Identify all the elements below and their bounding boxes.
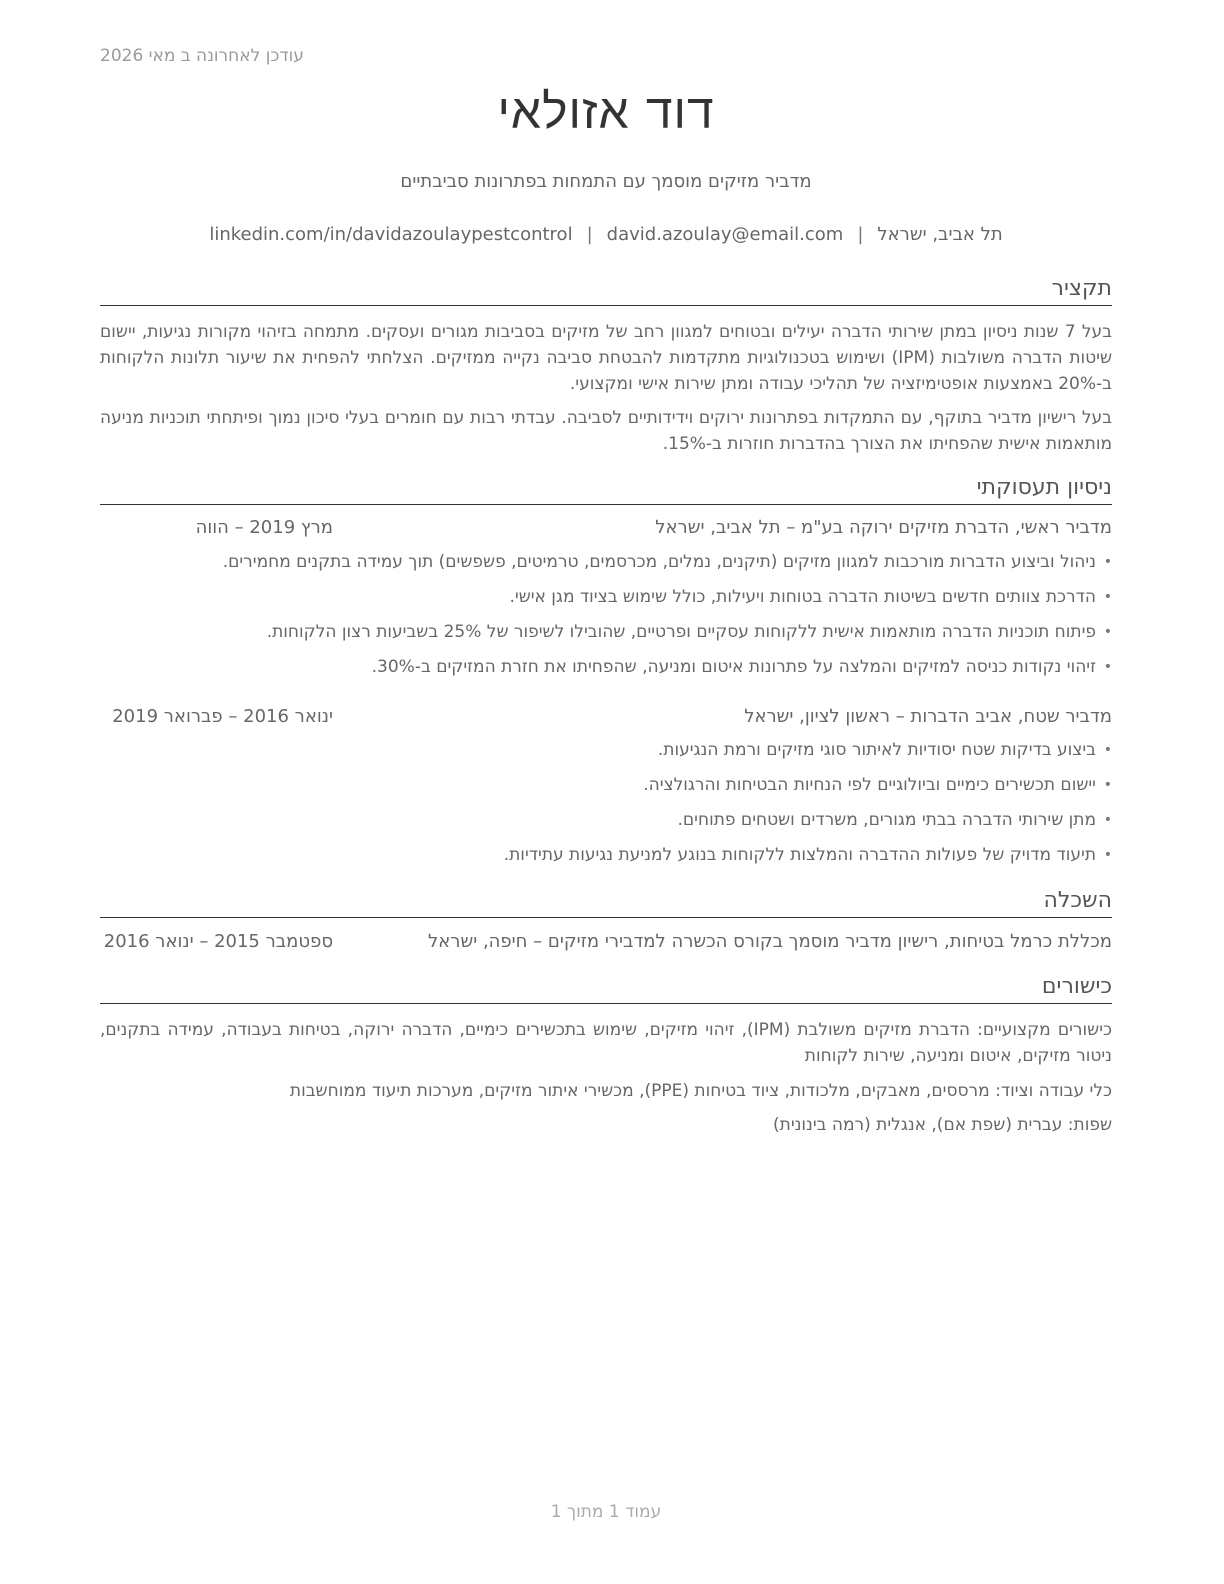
skills-line: שפות: עברית (שפת אם), אנגלית (רמה בינונית) xyxy=(773,1115,1112,1135)
candidate-tagline: מדביר מזיקים מוסמך עם התמחות בפתרונות סביבתיים xyxy=(400,171,812,192)
education-institution: מכללת כרמל בטיחות, רישיון מדביר מוסמך בקורס הכשרה למדבירי מזיקים – חיפה, ישראל xyxy=(428,931,1112,952)
list-item: • פיתוח תוכניות הדברה מותאמות אישית ללקוחות עסקיים ופרטיים, שהובילו לשיפור של 25% בשביעות רצון הלקוחות. xyxy=(100,619,1112,654)
contact-separator: | xyxy=(857,224,864,245)
job-dates: ינואר 2016 – פברואר 2019 xyxy=(112,706,333,727)
page-number: עמוד 1 מתוך 1 xyxy=(550,1502,662,1522)
contact-linkedin[interactable]: linkedin.com/in/davidazoulaypestcontrol xyxy=(209,224,573,245)
job-bullets xyxy=(100,737,1112,877)
job-title: מדביר ראשי, הדברת מזיקים ירוקה בע"מ – תל אביב, ישראל xyxy=(655,517,1112,538)
summary-paragraph: בעל 7 שנות ניסיון במתן שירותי הדברה יעילים ובטוחים למגוון רחב של מזיקים בסביבות מגורים ועסקים. מתמחה בזיהוי מקורות נגיעות, יישום שיטות הדברה משולבות (IPM) ושימוש בטכנולוגיות מתקדמות להבטחת סביבה נקייה ממזיקים. הצלחתי להפחית את שיעור תלונות הלקוחות ב-20% באמצעות אופטימיזציה של תהליכי עבודה ומתן שירות אישי ומקצועי. xyxy=(100,322,1113,394)
job-bullets xyxy=(100,549,1112,689)
summary-paragraph: בעל רישיון מדביר בתוקף, עם התמקדות בפתרונות ירוקים וידידותיים לסביבה. עבדתי רבות עם חומרים בעלי סיכון נמוך ופיתחתי תוכניות מניעה מותאמות אישית שהפחיתו את הצורך בהדברות חוזרות ב-15%. xyxy=(100,408,1112,454)
list-item: • זיהוי נקודות כניסה למזיקים והמלצה על פתרונות איטום ומניעה, שהפחיתו את חזרת המזיקים ב-30%. xyxy=(100,654,1112,689)
section-title-summary: תקציר xyxy=(100,275,1112,306)
contact-separator: | xyxy=(586,224,593,245)
job-header xyxy=(100,517,1112,543)
contact-email[interactable]: david.azoulay@email.com xyxy=(606,224,844,245)
job-header xyxy=(100,706,1112,732)
list-item: • תיעוד מדויק של פעולות ההדברה והמלצות ללקוחות בנוגע למניעת נגיעות עתידיות. xyxy=(100,842,1112,877)
last-updated: עודכן לאחרונה ב מאי 2026 xyxy=(100,46,304,66)
education-header xyxy=(100,931,1112,957)
list-item: • יישום תכשירים כימיים וביולוגיים לפי הנחיות הבטיחות והרגולציה. xyxy=(100,772,1112,807)
education-dates: ספטמבר 2015 – ינואר 2016 xyxy=(103,931,333,952)
section-title-experience: ניסיון תעסוקתי xyxy=(100,474,1112,505)
contact-line xyxy=(100,224,1112,245)
job-title: מדביר שטח, אביב הדברות – ראשון לציון, ישראל xyxy=(744,706,1112,727)
resume-page xyxy=(100,0,1112,1584)
list-item: • ביצוע בדיקות שטח יסודיות לאיתור סוגי מזיקים ורמת הנגיעות. xyxy=(100,737,1112,772)
list-item: • הדרכת צוותים חדשים בשיטות הדברה בטוחות ויעילות, כולל שימוש בציוד מגן אישי. xyxy=(100,584,1112,619)
section-title-education: השכלה xyxy=(100,887,1112,918)
section-title-skills: כישורים xyxy=(100,973,1112,1004)
job-dates: מרץ 2019 – הווה xyxy=(195,517,333,538)
skills-line: כישורים מקצועיים: הדברת מזיקים משולבת (IPM), זיהוי מזיקים, שימוש בתכשירים כימיים, הדברה ירוקה, בטיחות בעבודה, עמידה בתקנים, ניטור מזיקים, איטום ומניעה, שירות לקוחות xyxy=(100,1020,1112,1066)
list-item: • ניהול וביצוע הדברות מורכבות למגוון מזיקים (תיקנים, נמלים, מכרסמים, טרמיטים, פשפשים) תוך עמידה בתקנים מחמירים. xyxy=(100,549,1112,584)
skills-line: כלי עבודה וציוד: מרססים, מאבקים, מלכודות, ציוד בטיחות (PPE), מכשירי איתור מזיקים, מערכות תיעוד ממוחשבות xyxy=(289,1081,1112,1101)
contact-location: תל אביב, ישראל xyxy=(877,224,1003,245)
candidate-name: דוד אזולאי xyxy=(497,84,715,140)
list-item: • מתן שירותי הדברה בבתי מגורים, משרדים ושטחים פתוחים. xyxy=(100,807,1112,842)
